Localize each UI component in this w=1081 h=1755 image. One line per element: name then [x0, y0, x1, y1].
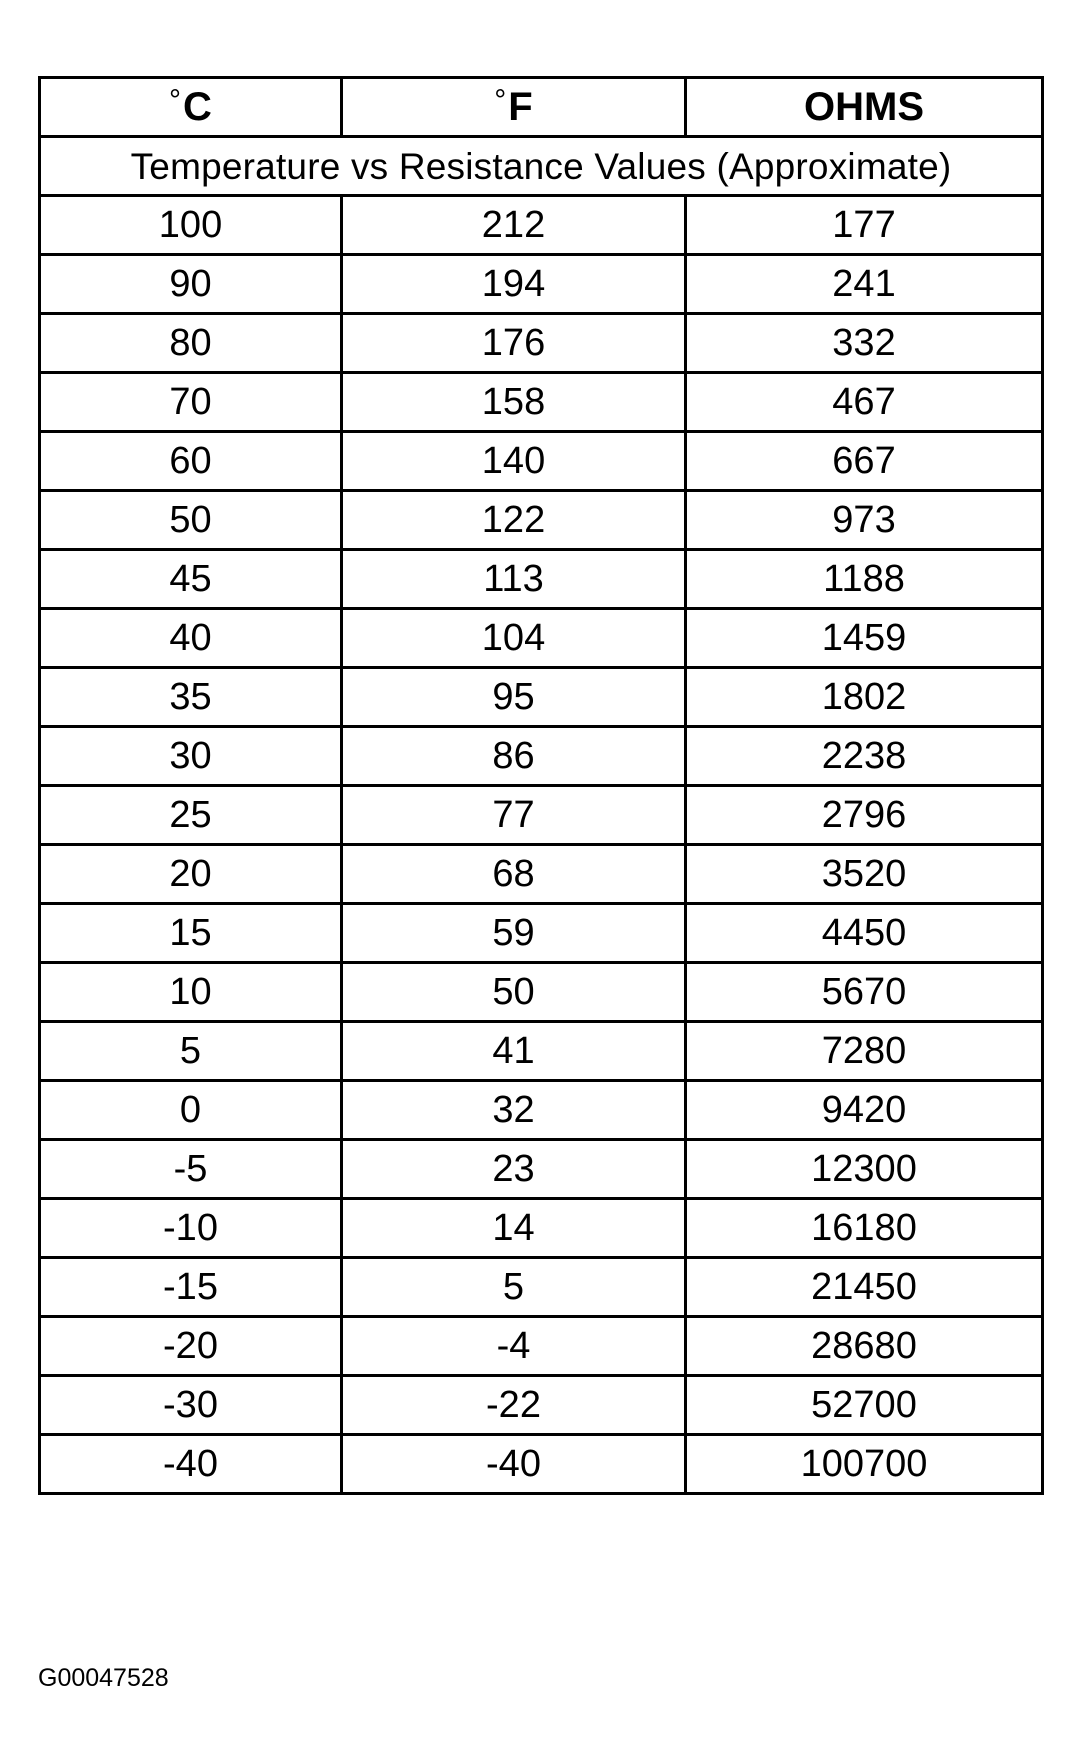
figure-id: G00047528 [38, 1664, 169, 1692]
table-row [40, 1258, 1043, 1317]
fahrenheit-cell: -40 [342, 1435, 686, 1494]
ohms-cell: 28680 [686, 1317, 1043, 1376]
temperature-resistance-table [38, 76, 1044, 1495]
ohms-cell: 241 [686, 255, 1043, 314]
table-row [40, 1140, 1043, 1199]
ohms-cell: 2796 [686, 786, 1043, 845]
table-row [40, 845, 1043, 904]
celsius-cell: 30 [40, 727, 342, 786]
celsius-cell: 45 [40, 550, 342, 609]
ohms-cell: 52700 [686, 1376, 1043, 1435]
celsius-cell: 100 [40, 196, 342, 255]
ohms-cell: 667 [686, 432, 1043, 491]
fahrenheit-cell: 122 [342, 491, 686, 550]
fahrenheit-cell: 212 [342, 196, 686, 255]
fahrenheit-cell: 194 [342, 255, 686, 314]
celsius-cell: 5 [40, 1022, 342, 1081]
celsius-cell: 90 [40, 255, 342, 314]
ohms-cell: 9420 [686, 1081, 1043, 1140]
table-row [40, 1022, 1043, 1081]
table-row [40, 196, 1043, 255]
fahrenheit-cell: 86 [342, 727, 686, 786]
fahrenheit-cell: 14 [342, 1199, 686, 1258]
table-row [40, 786, 1043, 845]
fahrenheit-unit: F [508, 85, 533, 129]
table-row [40, 432, 1043, 491]
ohms-header: OHMS [686, 78, 1043, 137]
celsius-cell: 35 [40, 668, 342, 727]
celsius-unit: C [183, 85, 212, 129]
fahrenheit-cell: 104 [342, 609, 686, 668]
celsius-cell: 60 [40, 432, 342, 491]
table-row [40, 314, 1043, 373]
ohms-cell: 1802 [686, 668, 1043, 727]
ohms-cell: 973 [686, 491, 1043, 550]
table-row [40, 1376, 1043, 1435]
degree-symbol: ° [169, 84, 182, 117]
ohms-cell: 7280 [686, 1022, 1043, 1081]
celsius-cell: -10 [40, 1199, 342, 1258]
ohms-cell: 16180 [686, 1199, 1043, 1258]
celsius-cell: 15 [40, 904, 342, 963]
table-row [40, 727, 1043, 786]
table-row [40, 373, 1043, 432]
table-row [40, 668, 1043, 727]
table-row [40, 904, 1043, 963]
caption-row [40, 137, 1043, 196]
celsius-cell: 25 [40, 786, 342, 845]
table-row [40, 1081, 1043, 1140]
celsius-cell: 0 [40, 1081, 342, 1140]
ohms-cell: 1188 [686, 550, 1043, 609]
ohms-cell: 1459 [686, 609, 1043, 668]
fahrenheit-cell: 23 [342, 1140, 686, 1199]
ohms-cell: 332 [686, 314, 1043, 373]
fahrenheit-cell: 59 [342, 904, 686, 963]
table-row [40, 1435, 1043, 1494]
ohms-cell: 467 [686, 373, 1043, 432]
table-row [40, 550, 1043, 609]
fahrenheit-cell: -22 [342, 1376, 686, 1435]
table-row [40, 255, 1043, 314]
table-row [40, 1317, 1043, 1376]
table-body [40, 137, 1043, 1494]
ohms-cell: 21450 [686, 1258, 1043, 1317]
fahrenheit-cell: 32 [342, 1081, 686, 1140]
table-row [40, 609, 1043, 668]
celsius-cell: -5 [40, 1140, 342, 1199]
ohms-cell: 5670 [686, 963, 1043, 1022]
fahrenheit-cell: 95 [342, 668, 686, 727]
celsius-cell: 70 [40, 373, 342, 432]
table-caption: Temperature vs Resistance Values (Approximate) [40, 137, 1043, 196]
fahrenheit-cell: 77 [342, 786, 686, 845]
fahrenheit-cell: 50 [342, 963, 686, 1022]
fahrenheit-cell: 68 [342, 845, 686, 904]
celsius-cell: -30 [40, 1376, 342, 1435]
celsius-cell: 80 [40, 314, 342, 373]
fahrenheit-cell: 176 [342, 314, 686, 373]
ohms-cell: 12300 [686, 1140, 1043, 1199]
fahrenheit-cell: 5 [342, 1258, 686, 1317]
celsius-cell: 20 [40, 845, 342, 904]
table-row [40, 963, 1043, 1022]
fahrenheit-cell: 140 [342, 432, 686, 491]
fahrenheit-cell: -4 [342, 1317, 686, 1376]
ohms-cell: 2238 [686, 727, 1043, 786]
fahrenheit-cell: 158 [342, 373, 686, 432]
table-row [40, 491, 1043, 550]
fahrenheit-header [342, 78, 686, 137]
ohms-cell: 4450 [686, 904, 1043, 963]
ohms-cell: 177 [686, 196, 1043, 255]
fahrenheit-cell: 41 [342, 1022, 686, 1081]
temperature-resistance-table-wrapper [38, 76, 1041, 1495]
celsius-header [40, 78, 342, 137]
fahrenheit-cell: 113 [342, 550, 686, 609]
celsius-cell: 10 [40, 963, 342, 1022]
celsius-cell: 50 [40, 491, 342, 550]
celsius-cell: -15 [40, 1258, 342, 1317]
ohms-cell: 3520 [686, 845, 1043, 904]
degree-symbol: ° [494, 84, 507, 117]
table-row [40, 1199, 1043, 1258]
header-row [40, 78, 1043, 137]
ohms-cell: 100700 [686, 1435, 1043, 1494]
celsius-cell: 40 [40, 609, 342, 668]
celsius-cell: -40 [40, 1435, 342, 1494]
celsius-cell: -20 [40, 1317, 342, 1376]
